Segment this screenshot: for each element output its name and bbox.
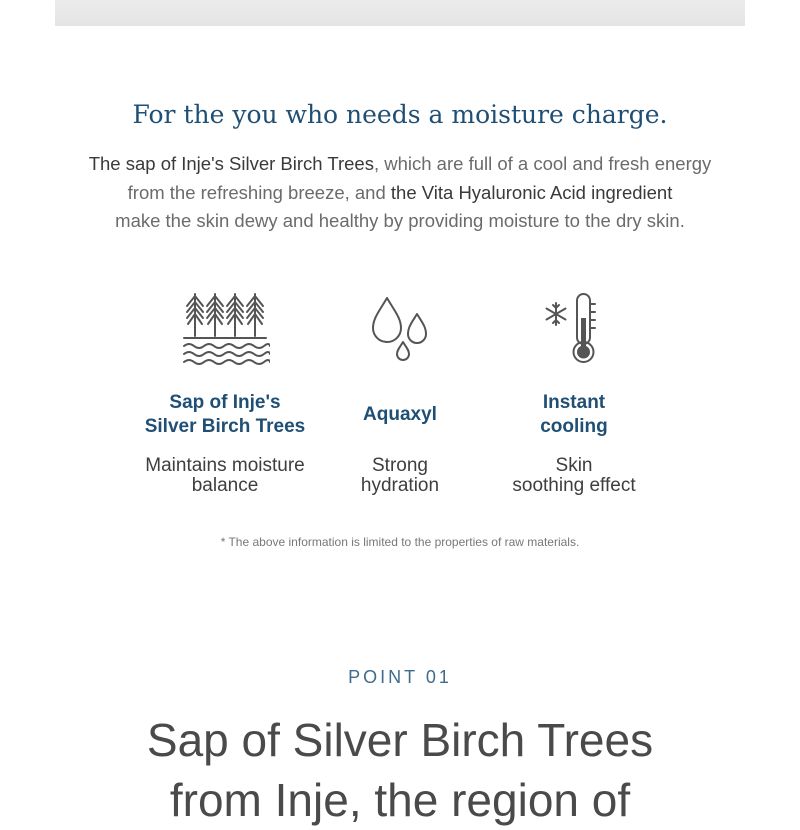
point-title-line: from Inje, the region of [169,774,631,826]
feature-desc-line: soothing effect [512,475,636,496]
intro-strong-birch: The sap of Inje's Silver Birch Trees [88,153,374,174]
feature-aquaxyl [310,290,490,496]
feature-desc-line: Strong [372,455,428,476]
intro-line-3: make the skin dewy and healthy by providing moisture to the dry skin. [115,210,685,231]
headline: For the you who needs a moisture charge. [132,100,668,129]
feature-title-line: Aquaxyl [363,404,437,425]
intro-line-2 [0,179,800,208]
intro-line-1 [0,150,800,179]
feature-description [484,456,664,496]
snowflake-thermometer-icon [484,290,664,375]
feature-desc-line: Skin [555,455,593,476]
point-title [0,710,800,830]
birch-trees-water-icon [135,290,315,375]
feature-description [310,456,490,496]
feature-desc-line: Maintains moisture [145,455,305,476]
feature-title-line: cooling [540,416,608,437]
intro-strong-hyaluronic: the Vita Hyaluronic Acid ingredient [390,181,673,203]
feature-title [484,389,664,441]
feature-desc-line: hydration [360,475,440,496]
point-title-line: Sap of Silver Birch Trees [146,714,654,766]
feature-title [310,389,490,441]
water-drops-icon [310,290,490,375]
top-image-band [55,0,745,26]
point-label: POINT 01 [348,667,452,687]
intro-text: , which are full of a cool and fresh energy [373,153,712,174]
feature-title-line: Silver Birch Trees [144,416,306,437]
feature-title-line: Sap of Inje's [169,392,281,413]
feature-title [135,389,315,441]
intro-paragraph [0,150,800,236]
feature-birch-sap [135,290,315,496]
disclaimer-note: * The above information is limited to the properties of raw materials. [220,535,580,549]
feature-instant-cooling [484,290,664,496]
intro-text: from the refreshing breeze, and [127,181,391,203]
feature-title-line: Instant [542,392,606,413]
feature-description [135,456,315,496]
feature-desc-line: balance [191,475,259,496]
